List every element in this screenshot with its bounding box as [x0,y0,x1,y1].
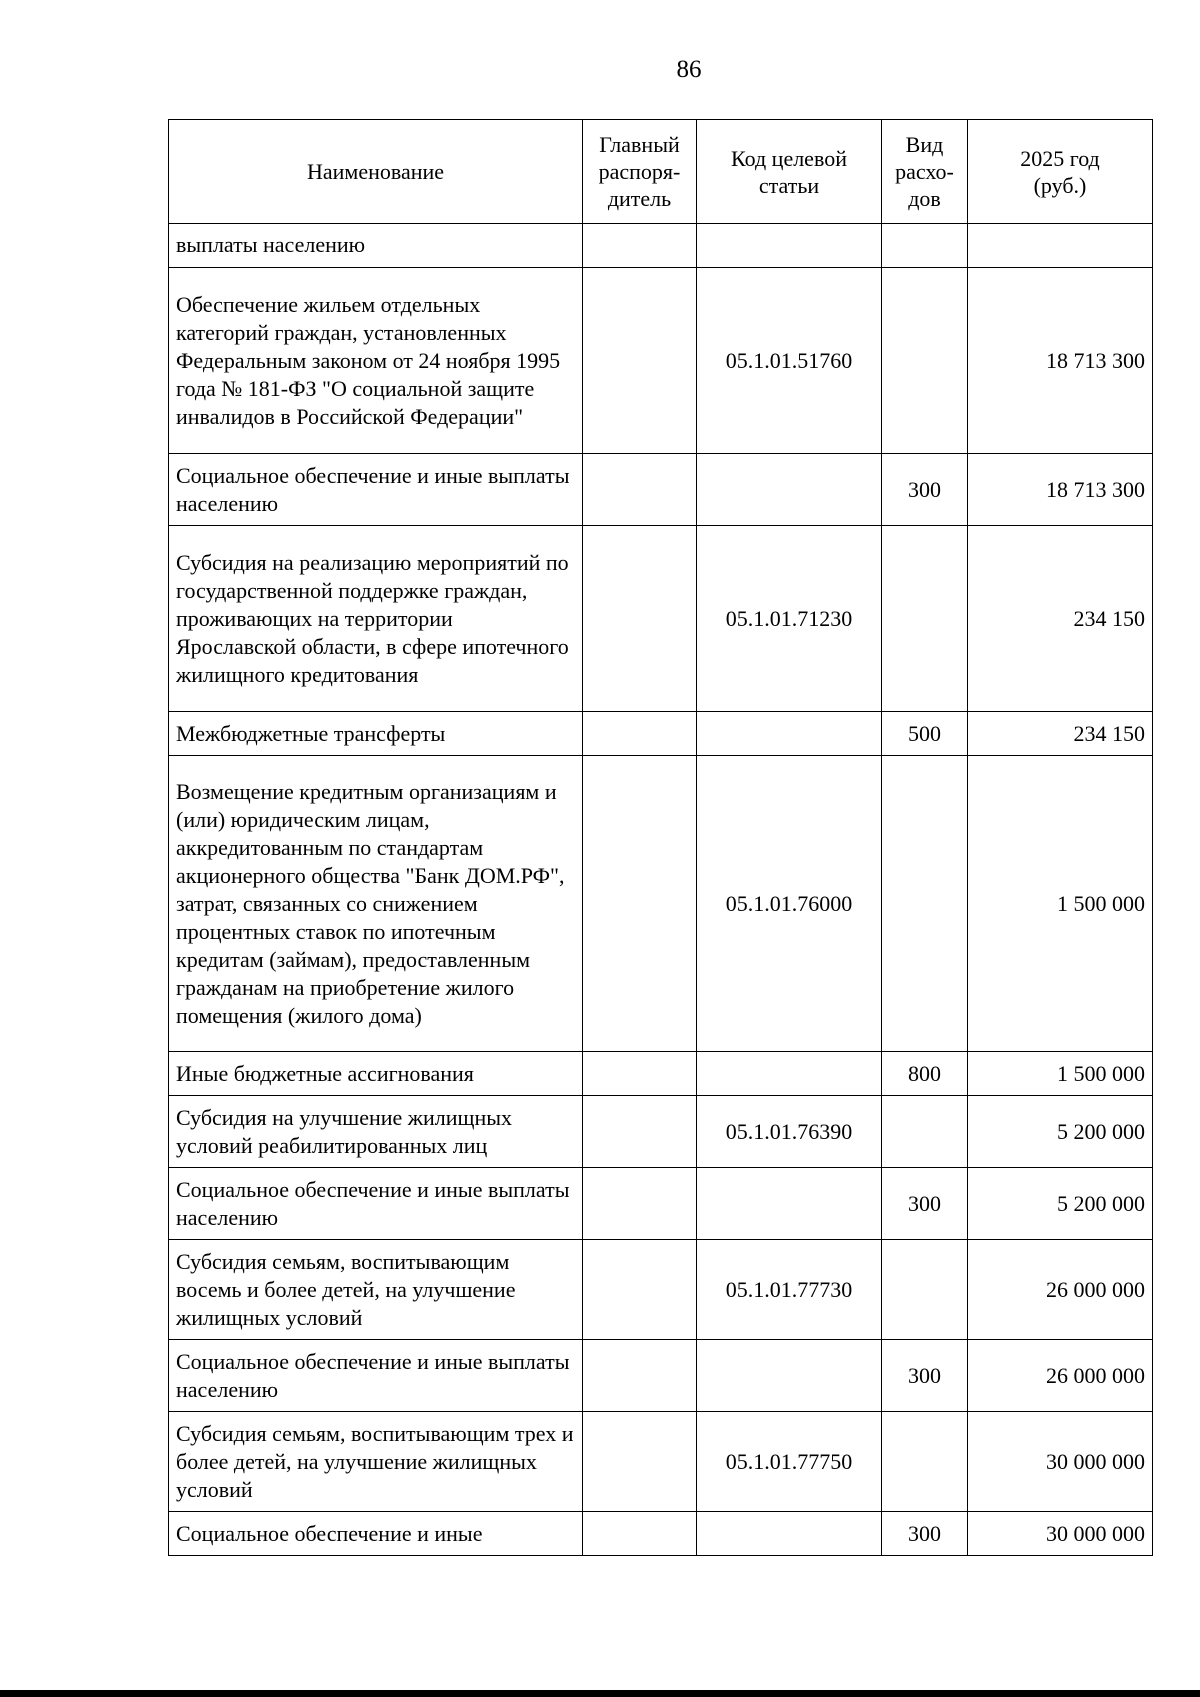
cell-target-code: 05.1.01.76390 [697,1096,882,1168]
cell-target-code: 05.1.01.76000 [697,756,882,1052]
cell-expense-type [882,224,968,268]
header-year-amount: 2025 год (руб.) [968,120,1153,224]
cell-name: Обеспечение жильем отдельных категорий граждан, установленных Федеральным законом от 24 ноября 1995 года № 181-ФЗ "О социальной защите инвалидов в Российской Федерации" [169,268,583,454]
cell-target-code [697,1512,882,1556]
table-row [169,268,1153,454]
table-row [169,1096,1153,1168]
cell-main-manager [583,1168,697,1240]
cell-amount: 18 713 300 [968,454,1153,526]
cell-main-manager [583,756,697,1052]
cell-target-code: 05.1.01.77730 [697,1240,882,1340]
cell-main-manager [583,712,697,756]
cell-name: Социальное обеспечение и иные выплаты населению [169,1340,583,1412]
table-row [169,1052,1153,1096]
cell-amount: 26 000 000 [968,1340,1153,1412]
cell-name: Социальное обеспечение и иные выплаты населению [169,1168,583,1240]
cell-main-manager [583,1240,697,1340]
cell-target-code: 05.1.01.71230 [697,526,882,712]
header-name: Наименование [169,120,583,224]
cell-target-code [697,1340,882,1412]
cell-amount: 30 000 000 [968,1512,1153,1556]
table-row [169,1512,1153,1556]
budget-table [168,119,1153,1556]
cell-name: Межбюджетные трансферты [169,712,583,756]
table-row [169,224,1153,268]
cell-amount: 1 500 000 [968,756,1153,1052]
cell-main-manager [583,1052,697,1096]
table-header [169,120,1153,224]
cell-target-code [697,712,882,756]
cell-amount: 30 000 000 [968,1412,1153,1512]
cell-amount: 1 500 000 [968,1052,1153,1096]
table-body [169,224,1153,1556]
table-row [169,1412,1153,1512]
cell-target-code: 05.1.01.51760 [697,268,882,454]
cell-name: Субсидия семьям, воспитывающим трех и более детей, на улучшение жилищных условий [169,1412,583,1512]
cell-main-manager [583,454,697,526]
cell-amount: 5 200 000 [968,1168,1153,1240]
table-row [169,1340,1153,1412]
cell-name: Социальное обеспечение и иные [169,1512,583,1556]
cell-amount [968,224,1153,268]
cell-expense-type: 800 [882,1052,968,1096]
scan-edge-rule [0,1690,1200,1697]
cell-amount: 234 150 [968,526,1153,712]
table-row [169,712,1153,756]
cell-main-manager [583,1512,697,1556]
cell-target-code [697,1052,882,1096]
cell-expense-type: 500 [882,712,968,756]
cell-amount: 26 000 000 [968,1240,1153,1340]
cell-target-code [697,454,882,526]
cell-expense-type: 300 [882,1168,968,1240]
cell-expense-type [882,526,968,712]
page-number: 86 [676,56,702,83]
cell-name: Возмещение кредитным организациям и (или) юридическим лицам, аккредитованным по стандартам акционерного общества "Банк ДОМ.РФ", затрат, связанных со снижением процентных ставок по ипотечным кредитам (займам), предоставленным гражданам на приобретение жилого помещения (жилого дома) [169,756,583,1052]
cell-name: выплаты населению [169,224,583,268]
cell-amount: 18 713 300 [968,268,1153,454]
cell-expense-type [882,1096,968,1168]
cell-main-manager [583,1096,697,1168]
cell-name: Субсидия на реализацию мероприятий по государственной поддержке граждан, проживающих на территории Ярославской области, в сфере ипотечного жилищного кредитования [169,526,583,712]
cell-main-manager [583,1412,697,1512]
cell-expense-type [882,268,968,454]
cell-amount: 5 200 000 [968,1096,1153,1168]
cell-main-manager [583,224,697,268]
cell-name: Социальное обеспечение и иные выплаты населению [169,454,583,526]
cell-main-manager [583,268,697,454]
table-row [169,1240,1153,1340]
cell-expense-type [882,1412,968,1512]
table-row [169,756,1153,1052]
table-row [169,1168,1153,1240]
header-expense-type: Вид расхо- дов [882,120,968,224]
table-row [169,526,1153,712]
cell-name: Субсидия на улучшение жилищных условий реабилитированных лиц [169,1096,583,1168]
cell-expense-type: 300 [882,454,968,526]
cell-expense-type [882,1240,968,1340]
header-target-code: Код целевой статьи [697,120,882,224]
cell-name: Иные бюджетные ассигнования [169,1052,583,1096]
cell-amount: 234 150 [968,712,1153,756]
cell-expense-type: 300 [882,1512,968,1556]
cell-main-manager [583,1340,697,1412]
cell-name: Субсидия семьям, воспитывающим восемь и более детей, на улучшение жилищных условий [169,1240,583,1340]
table-row [169,454,1153,526]
cell-expense-type: 300 [882,1340,968,1412]
header-main-manager: Главный распоря- дитель [583,120,697,224]
cell-expense-type [882,756,968,1052]
cell-main-manager [583,526,697,712]
cell-target-code [697,1168,882,1240]
cell-target-code [697,224,882,268]
cell-target-code: 05.1.01.77750 [697,1412,882,1512]
